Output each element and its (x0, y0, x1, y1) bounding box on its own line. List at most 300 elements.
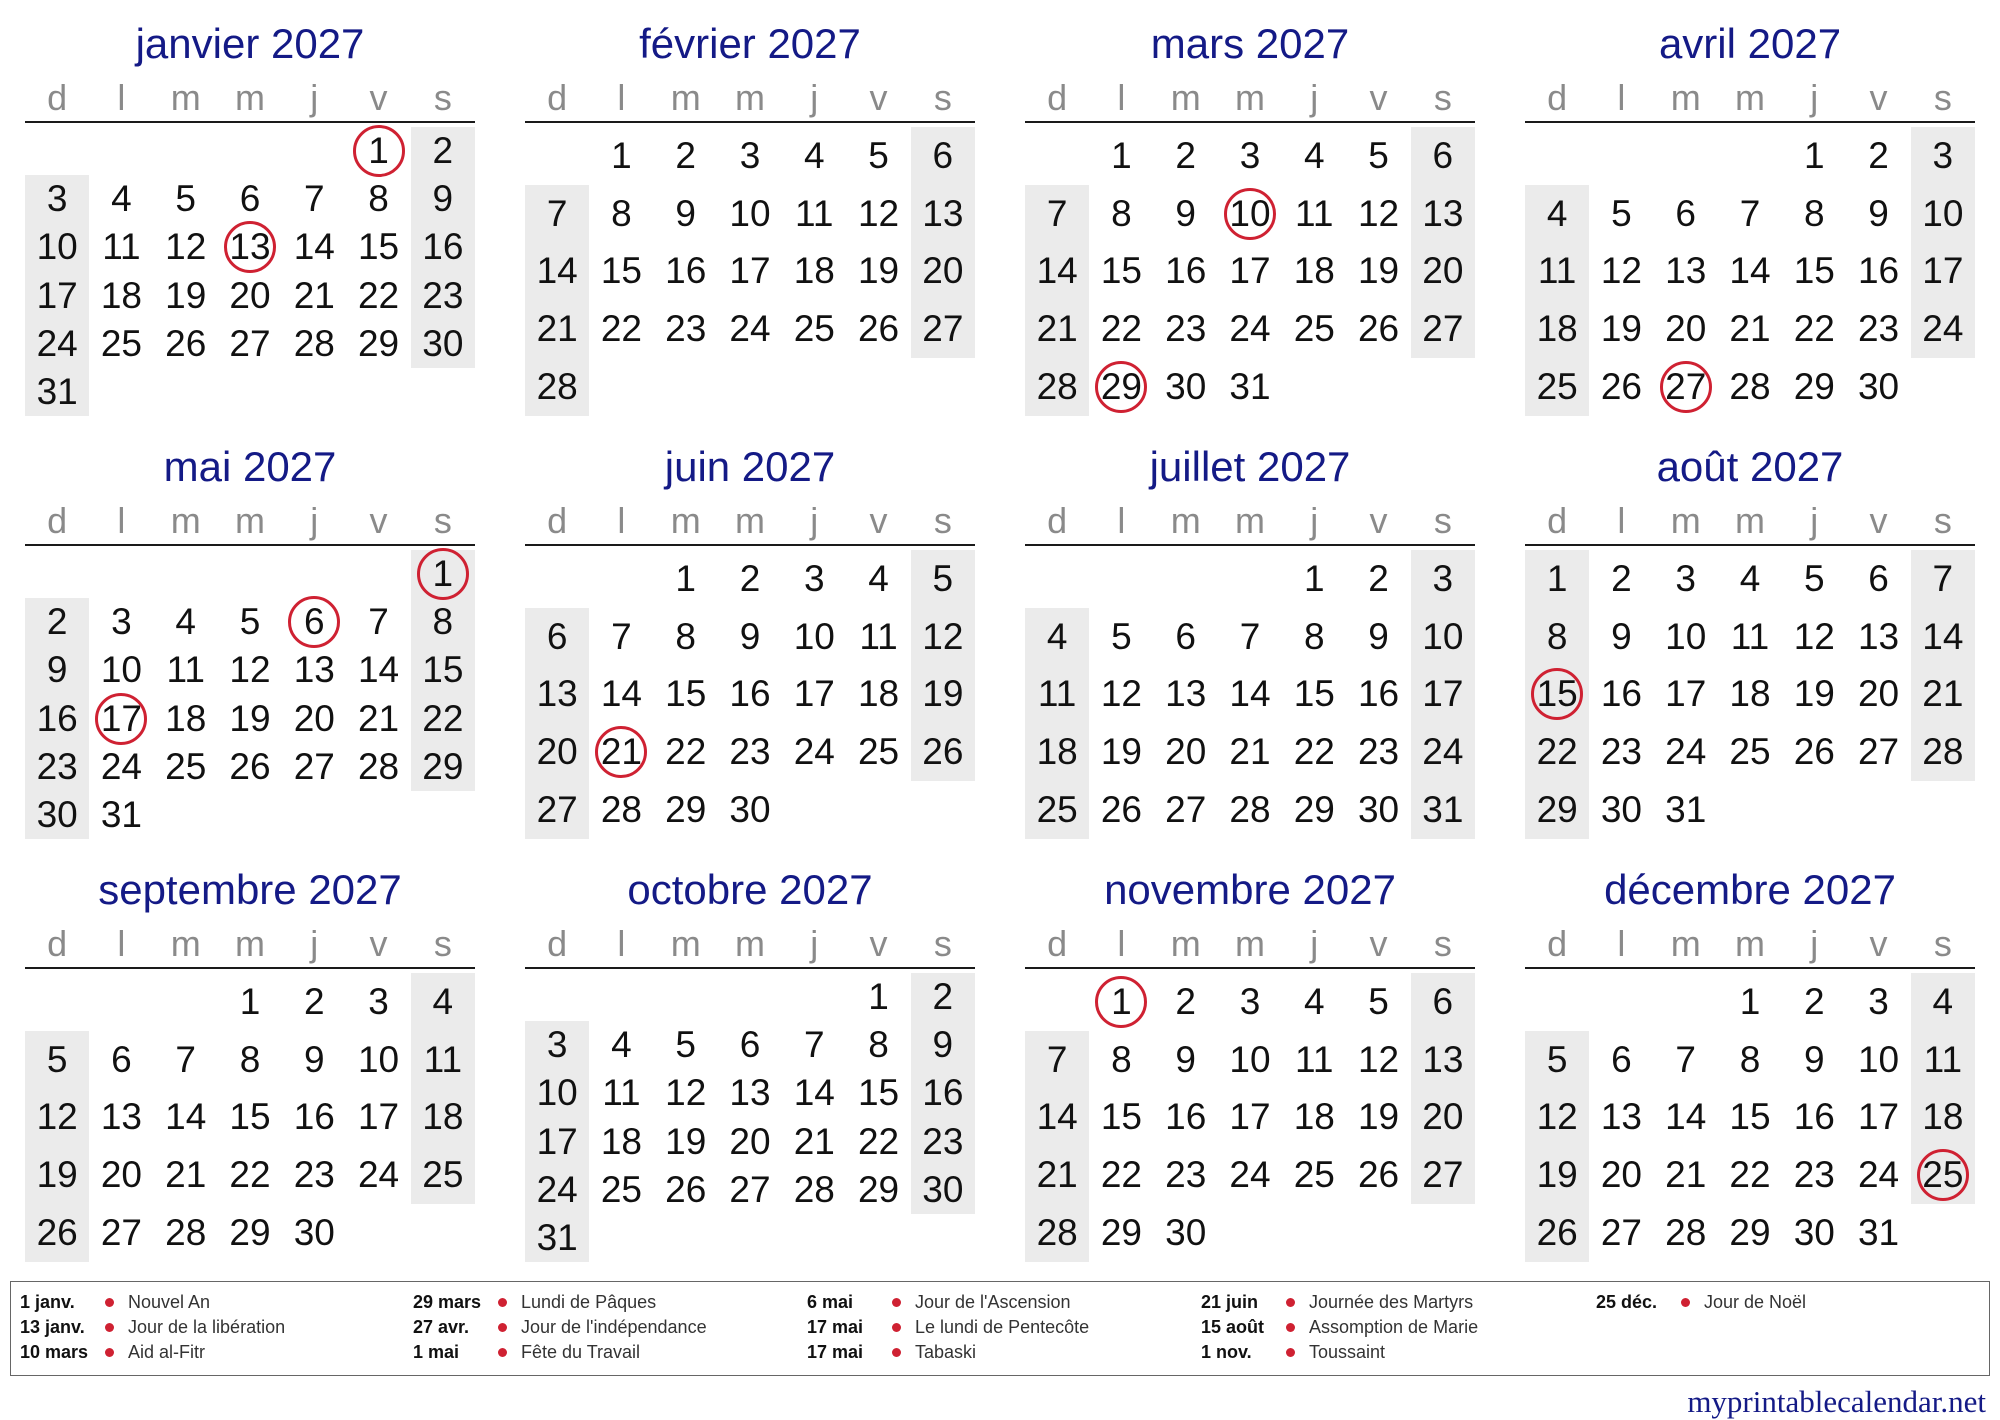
day-cell (282, 646, 346, 694)
day-cell (1154, 723, 1218, 781)
day-number: 6 (303, 601, 325, 643)
day-number: 1 (239, 980, 261, 1022)
day-number: 28 (1036, 1212, 1078, 1254)
day-number: 9 (432, 178, 454, 220)
day-number: 14 (1229, 673, 1271, 715)
day-cell (1782, 1089, 1846, 1147)
day-cell (654, 781, 718, 839)
weekday-header: l (617, 923, 626, 964)
day-number: 20 (229, 274, 271, 316)
day-number: 22 (857, 1120, 900, 1162)
day-cell (1525, 243, 1589, 301)
day-cell (411, 743, 475, 791)
day-number: 19 (922, 673, 964, 715)
day-cell (589, 185, 653, 243)
empty-day-cell (25, 127, 89, 175)
day-number: 3 (368, 980, 389, 1022)
day-number: 13 (1600, 1096, 1642, 1138)
day-cell (1346, 1146, 1410, 1204)
day-cell (1846, 1204, 1910, 1262)
day-number: 29 (1729, 1212, 1771, 1254)
weekday-header-row (525, 498, 975, 544)
day-number: 21 (165, 1154, 207, 1196)
day-number: 16 (1165, 1096, 1207, 1138)
day-number: 20 (1422, 1096, 1464, 1138)
day-number: 20 (1422, 250, 1464, 292)
day-number: 22 (600, 308, 642, 350)
month-janvier (25, 0, 475, 416)
day-cell (1154, 127, 1218, 185)
day-cell (218, 175, 282, 223)
empty-day-cell (782, 781, 846, 839)
month-mai (25, 423, 475, 839)
day-cell (589, 1069, 653, 1117)
week-row (1025, 358, 1475, 416)
month-title: juin 2027 (664, 443, 836, 490)
day-cell (25, 175, 89, 223)
day-cell (25, 598, 89, 646)
day-cell (1089, 1031, 1153, 1089)
day-number: 15 (1293, 673, 1335, 715)
holiday-date: 29 mars (413, 1292, 482, 1312)
day-cell (1911, 300, 1975, 358)
day-number: 11 (102, 226, 141, 268)
week-row (1525, 781, 1975, 839)
day-cell (1654, 1089, 1718, 1147)
day-cell (1282, 127, 1346, 185)
day-cell (525, 300, 589, 358)
week-row (1525, 1089, 1975, 1147)
day-number: 17 (793, 673, 835, 715)
day-number: 27 (536, 789, 578, 831)
week-row (525, 1166, 975, 1214)
month-title: août 2027 (1656, 443, 1844, 490)
day-cell (1089, 185, 1153, 243)
day-number: 26 (36, 1212, 78, 1254)
day-number: 17 (100, 697, 142, 739)
legend-entry (1596, 1290, 1976, 1315)
day-cell (1346, 1089, 1410, 1147)
day-number: 15 (665, 673, 707, 715)
day-cell (1911, 973, 1975, 1031)
day-number: 30 (36, 793, 78, 835)
weekday-header: s (1933, 923, 1952, 964)
day-number: 11 (166, 649, 205, 691)
day-number: 4 (1046, 615, 1068, 657)
day-cell (154, 1031, 218, 1089)
day-number: 23 (1600, 731, 1642, 773)
month-avril (1525, 0, 1975, 416)
day-cell (1154, 1031, 1218, 1089)
day-number: 18 (422, 1096, 464, 1138)
day-cell (25, 223, 89, 271)
day-cell (346, 127, 410, 175)
empty-day-cell (1411, 358, 1475, 416)
day-cell (346, 223, 410, 271)
empty-day-cell (411, 791, 475, 839)
month-octobre (525, 846, 975, 1262)
day-cell (718, 127, 782, 185)
day-number: 27 (100, 1212, 142, 1254)
day-cell (911, 550, 975, 608)
day-number: 4 (1546, 192, 1568, 234)
day-number: 25 (793, 308, 835, 350)
day-cell (654, 723, 718, 781)
day-number: 19 (857, 250, 900, 292)
day-number: 3 (1239, 980, 1261, 1022)
week-row (25, 694, 475, 742)
holiday-name: Jour de l'indépendance (521, 1317, 707, 1337)
week-row (525, 1069, 975, 1117)
day-number: 24 (1422, 731, 1464, 773)
month-fevrier (525, 0, 975, 416)
day-cell (1589, 300, 1653, 358)
week-row (25, 550, 475, 598)
week-row (525, 300, 975, 358)
days-grid (25, 127, 475, 416)
day-cell (1411, 973, 1475, 1031)
day-number: 17 (1857, 1096, 1900, 1138)
day-cell (525, 185, 589, 243)
day-number: 26 (1357, 308, 1400, 350)
day-number: 7 (546, 192, 568, 234)
day-number: 25 (1293, 308, 1335, 350)
weekday-header: l (617, 500, 626, 541)
day-cell (846, 608, 910, 666)
weekday-header: l (1117, 923, 1126, 964)
day-number: 5 (1368, 134, 1389, 176)
day-cell (1218, 300, 1282, 358)
day-cell (1589, 1031, 1653, 1089)
day-number: 1 (1111, 134, 1132, 176)
week-row (25, 271, 475, 319)
day-number: 17 (1665, 673, 1707, 715)
day-number: 30 (293, 1212, 335, 1254)
day-number: 30 (1857, 366, 1900, 408)
day-number: 9 (303, 1038, 325, 1080)
day-number: 7 (175, 1038, 196, 1080)
weekday-header: d (547, 923, 568, 964)
day-cell (1654, 1031, 1718, 1089)
day-cell (846, 1166, 910, 1214)
day-number: 6 (1675, 192, 1696, 234)
day-number: 14 (1922, 615, 1964, 657)
day-number: 10 (1229, 1038, 1271, 1080)
legend-column (1201, 1290, 1581, 1365)
day-number: 24 (1665, 731, 1707, 773)
day-cell (1218, 973, 1282, 1031)
day-number: 9 (1175, 192, 1196, 234)
day-number: 14 (357, 649, 400, 691)
month-title: avril 2027 (1658, 20, 1842, 67)
bullet-icon (105, 1298, 114, 1307)
day-number: 18 (600, 1120, 642, 1162)
day-cell (1346, 243, 1410, 301)
day-cell (1525, 185, 1589, 243)
day-number: 31 (536, 1216, 578, 1258)
day-number: 17 (1229, 1096, 1271, 1138)
day-number: 24 (1229, 308, 1271, 350)
day-number: 27 (922, 308, 964, 350)
day-number: 27 (1665, 366, 1707, 408)
day-cell (911, 300, 975, 358)
weekday-header: m (1734, 77, 1765, 118)
day-number: 10 (1229, 192, 1271, 234)
day-cell (589, 781, 653, 839)
empty-day-cell (1782, 781, 1846, 839)
day-number: 29 (1536, 789, 1578, 831)
holiday-date: 1 nov. (1201, 1342, 1252, 1362)
day-cell (1911, 243, 1975, 301)
holiday-date: 25 déc. (1596, 1292, 1658, 1312)
holiday-date: 15 août (1201, 1317, 1265, 1337)
empty-day-cell (782, 358, 846, 416)
day-cell (718, 666, 782, 724)
day-cell (1718, 550, 1782, 608)
week-row (525, 243, 975, 301)
day-number: 1 (368, 130, 389, 172)
bullet-icon (1681, 1298, 1690, 1307)
weekday-header: m (734, 500, 765, 541)
day-number: 15 (1729, 1096, 1771, 1138)
day-cell (346, 646, 410, 694)
weekday-header: v (369, 500, 388, 541)
day-cell (1718, 243, 1782, 301)
day-number: 26 (229, 745, 271, 787)
empty-day-cell (654, 358, 718, 416)
day-cell (1654, 358, 1718, 416)
day-number: 29 (1793, 366, 1835, 408)
day-cell (154, 320, 218, 368)
day-cell (1589, 243, 1653, 301)
day-cell (89, 1204, 153, 1262)
day-cell (1346, 185, 1410, 243)
day-cell (718, 608, 782, 666)
days-grid (1025, 127, 1475, 416)
day-number: 21 (600, 731, 642, 773)
day-number: 12 (1536, 1096, 1578, 1138)
day-cell (1411, 127, 1475, 185)
day-number: 3 (739, 134, 761, 176)
day-number: 25 (1036, 789, 1078, 831)
empty-day-cell (154, 368, 218, 416)
weekday-header: m (670, 77, 701, 118)
day-cell (1025, 243, 1089, 301)
day-cell (346, 175, 410, 223)
weekday-header: m (734, 77, 765, 118)
day-cell (89, 1146, 153, 1204)
day-cell (782, 1021, 846, 1069)
day-number: 21 (1729, 308, 1771, 350)
weekday-header: s (1433, 923, 1452, 964)
month-title: février 2027 (639, 20, 861, 67)
day-number: 24 (36, 322, 78, 364)
day-cell (1411, 723, 1475, 781)
week-row (25, 175, 475, 223)
weekday-header: v (1869, 77, 1888, 118)
day-cell (1525, 1031, 1589, 1089)
empty-day-cell (1718, 127, 1782, 185)
day-number: 10 (100, 649, 142, 691)
day-cell (782, 1166, 846, 1214)
empty-day-cell (1282, 1204, 1346, 1262)
day-cell (1911, 1146, 1975, 1204)
day-number: 27 (1422, 308, 1464, 350)
day-number: 13 (922, 192, 964, 234)
day-cell (911, 185, 975, 243)
day-cell (1089, 781, 1153, 839)
bullet-icon (1286, 1298, 1295, 1307)
day-number: 21 (1036, 308, 1078, 350)
day-number: 1 (868, 976, 889, 1018)
day-cell (1525, 723, 1589, 781)
day-cell (911, 243, 975, 301)
weekday-header: v (369, 923, 388, 964)
empty-day-cell (411, 368, 475, 416)
day-cell (1411, 781, 1475, 839)
day-cell (1282, 300, 1346, 358)
day-cell (1411, 1031, 1475, 1089)
empty-day-cell (282, 368, 346, 416)
month-juin (525, 423, 975, 839)
empty-day-cell (589, 1214, 653, 1262)
week-row (525, 1021, 975, 1069)
day-cell (525, 1117, 589, 1165)
day-number: 9 (675, 192, 696, 234)
day-cell (782, 1117, 846, 1165)
day-cell (1525, 666, 1589, 724)
day-cell (846, 666, 910, 724)
day-cell (1025, 1146, 1089, 1204)
week-row (525, 1117, 975, 1165)
day-cell (1282, 973, 1346, 1031)
day-cell (218, 271, 282, 319)
day-cell (1154, 1146, 1218, 1204)
day-cell (1346, 1031, 1410, 1089)
day-cell (654, 243, 718, 301)
day-cell (1282, 185, 1346, 243)
day-cell (1782, 1146, 1846, 1204)
month-title: novembre 2027 (1104, 866, 1396, 913)
week-row (25, 1089, 475, 1147)
week-row (525, 550, 975, 608)
empty-day-cell (1525, 127, 1589, 185)
day-number: 6 (932, 134, 954, 176)
day-number: 11 (1295, 1038, 1334, 1080)
empty-day-cell (154, 791, 218, 839)
day-number: 6 (1175, 615, 1196, 657)
weekday-header: d (1047, 77, 1068, 118)
day-number: 23 (1165, 1154, 1207, 1196)
day-number: 30 (729, 789, 771, 831)
day-number: 22 (665, 731, 707, 773)
day-cell (282, 175, 346, 223)
holiday-name: Aid al-Fitr (128, 1342, 206, 1362)
week-row (1025, 300, 1475, 358)
day-number: 4 (1303, 134, 1325, 176)
day-number: 17 (36, 274, 78, 316)
week-row (525, 185, 975, 243)
day-cell (282, 973, 346, 1031)
header-divider (1025, 121, 1475, 123)
day-number: 30 (1357, 789, 1400, 831)
week-row (25, 646, 475, 694)
day-cell (654, 127, 718, 185)
weekday-header: d (547, 77, 568, 118)
day-cell (411, 646, 475, 694)
month-title: janvier 2027 (135, 20, 365, 67)
weekday-header: m (1734, 500, 1765, 541)
empty-day-cell (1346, 358, 1410, 416)
empty-day-cell (89, 973, 153, 1031)
day-cell (218, 694, 282, 742)
day-cell (1089, 1089, 1153, 1147)
day-cell (589, 1021, 653, 1069)
day-cell (1411, 300, 1475, 358)
day-number: 26 (857, 308, 900, 350)
day-cell (411, 694, 475, 742)
day-cell (1718, 666, 1782, 724)
day-number: 29 (665, 789, 707, 831)
weekday-header: v (369, 77, 388, 118)
day-number: 18 (165, 697, 207, 739)
week-row (25, 223, 475, 271)
weekday-header-row (25, 75, 475, 121)
day-number: 23 (729, 731, 771, 773)
week-row (1525, 1204, 1975, 1262)
day-cell (346, 1146, 410, 1204)
week-row (1525, 1146, 1975, 1204)
day-cell (1525, 300, 1589, 358)
day-cell (1411, 1089, 1475, 1147)
week-row (1025, 666, 1475, 724)
day-number: 15 (357, 226, 400, 268)
day-number: 26 (165, 322, 207, 364)
month-title: septembre 2027 (98, 866, 402, 913)
day-number: 29 (422, 745, 464, 787)
day-number: 4 (1739, 557, 1761, 599)
day-cell (1282, 1031, 1346, 1089)
day-cell (1911, 550, 1975, 608)
day-cell (1911, 723, 1975, 781)
header-divider (1025, 544, 1475, 546)
day-cell (1154, 1089, 1218, 1147)
weekday-header: m (670, 500, 701, 541)
day-number: 3 (546, 1024, 568, 1066)
day-cell (1089, 300, 1153, 358)
day-number: 21 (293, 274, 335, 316)
day-number: 12 (922, 615, 964, 657)
day-number: 1 (675, 557, 696, 599)
day-cell (911, 1069, 975, 1117)
day-cell (846, 550, 910, 608)
week-row (25, 791, 475, 839)
week-row (525, 1214, 975, 1262)
day-number: 10 (36, 226, 78, 268)
day-number: 8 (1111, 192, 1132, 234)
day-number: 30 (1165, 1212, 1207, 1254)
day-number: 1 (1803, 134, 1825, 176)
empty-day-cell (346, 791, 410, 839)
weekday-header-row (25, 498, 475, 544)
holiday-name: Nouvel An (128, 1292, 211, 1312)
day-cell (525, 608, 589, 666)
day-number: 11 (1537, 250, 1577, 292)
weekday-header: m (1734, 923, 1765, 964)
empty-day-cell (1025, 550, 1089, 608)
day-cell (89, 743, 153, 791)
day-number: 8 (675, 615, 696, 657)
